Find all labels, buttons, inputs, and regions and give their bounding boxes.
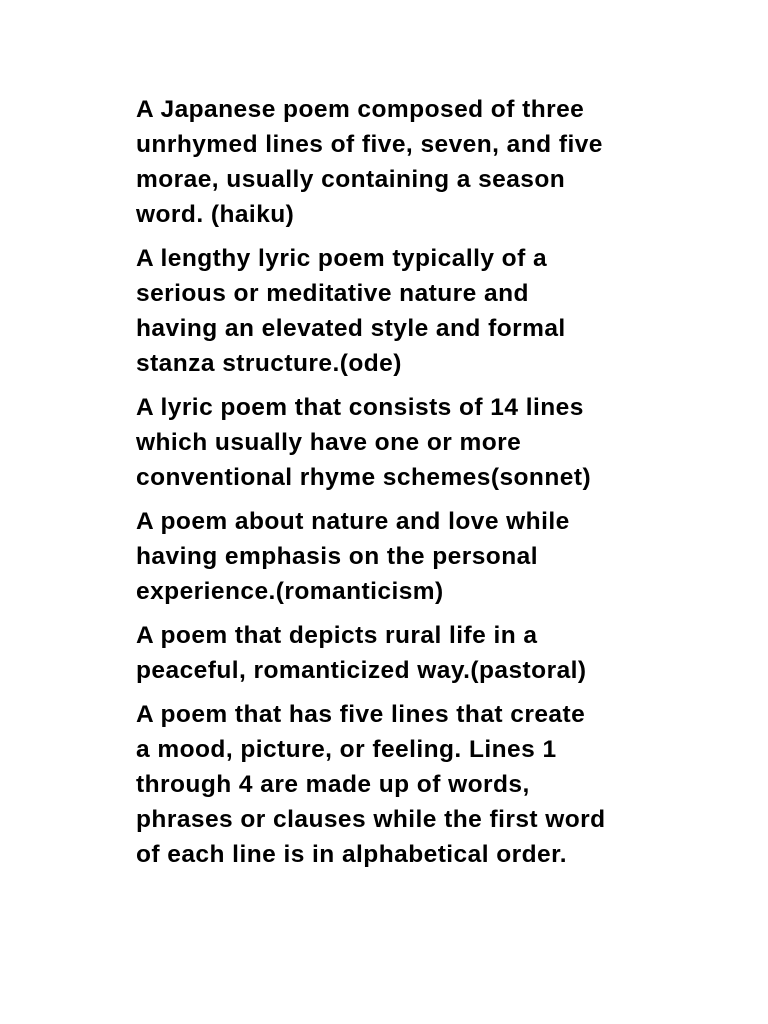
definition-haiku: [136, 92, 696, 232]
text-line: a mood, picture, or feeling. Lines 1: [136, 736, 557, 763]
text-line: peaceful, romanticized way.(pastoral): [136, 657, 587, 684]
text-line: A poem about nature and love while: [136, 508, 570, 535]
text-line: A poem that has five lines that create: [136, 701, 586, 728]
text-line: of each line is in alphabetical order.: [136, 841, 568, 868]
text-line: unrhymed lines of five, seven, and five: [136, 131, 603, 158]
text-line: morae, usually containing a season: [136, 166, 566, 193]
definition-romanticism: [136, 504, 696, 609]
text-line: which usually have one or more: [136, 429, 522, 456]
text-line: A poem that depicts rural life in a: [136, 622, 538, 649]
text-line: having an elevated style and formal: [136, 315, 566, 342]
definition-five-line-poem: [136, 697, 696, 872]
text-line: conventional rhyme schemes(sonnet): [136, 464, 592, 491]
text-line: experience.(romanticism): [136, 578, 444, 605]
document-body: [136, 92, 696, 881]
text-line: serious or meditative nature and: [136, 280, 529, 307]
text-line: A lengthy lyric poem typically of a: [136, 245, 548, 272]
text-line: having emphasis on the personal: [136, 543, 538, 570]
text-line: A Japanese poem composed of three: [136, 96, 585, 123]
definition-pastoral: [136, 618, 696, 688]
text-line: stanza structure.(ode): [136, 350, 402, 377]
text-line: A lyric poem that consists of 14 lines: [136, 394, 584, 421]
text-line: word. (haiku): [136, 201, 295, 228]
text-line: phrases or clauses while the first word: [136, 806, 606, 833]
text-line: through 4 are made up of words,: [136, 771, 530, 798]
definition-sonnet: [136, 390, 696, 495]
definition-ode: [136, 241, 696, 381]
